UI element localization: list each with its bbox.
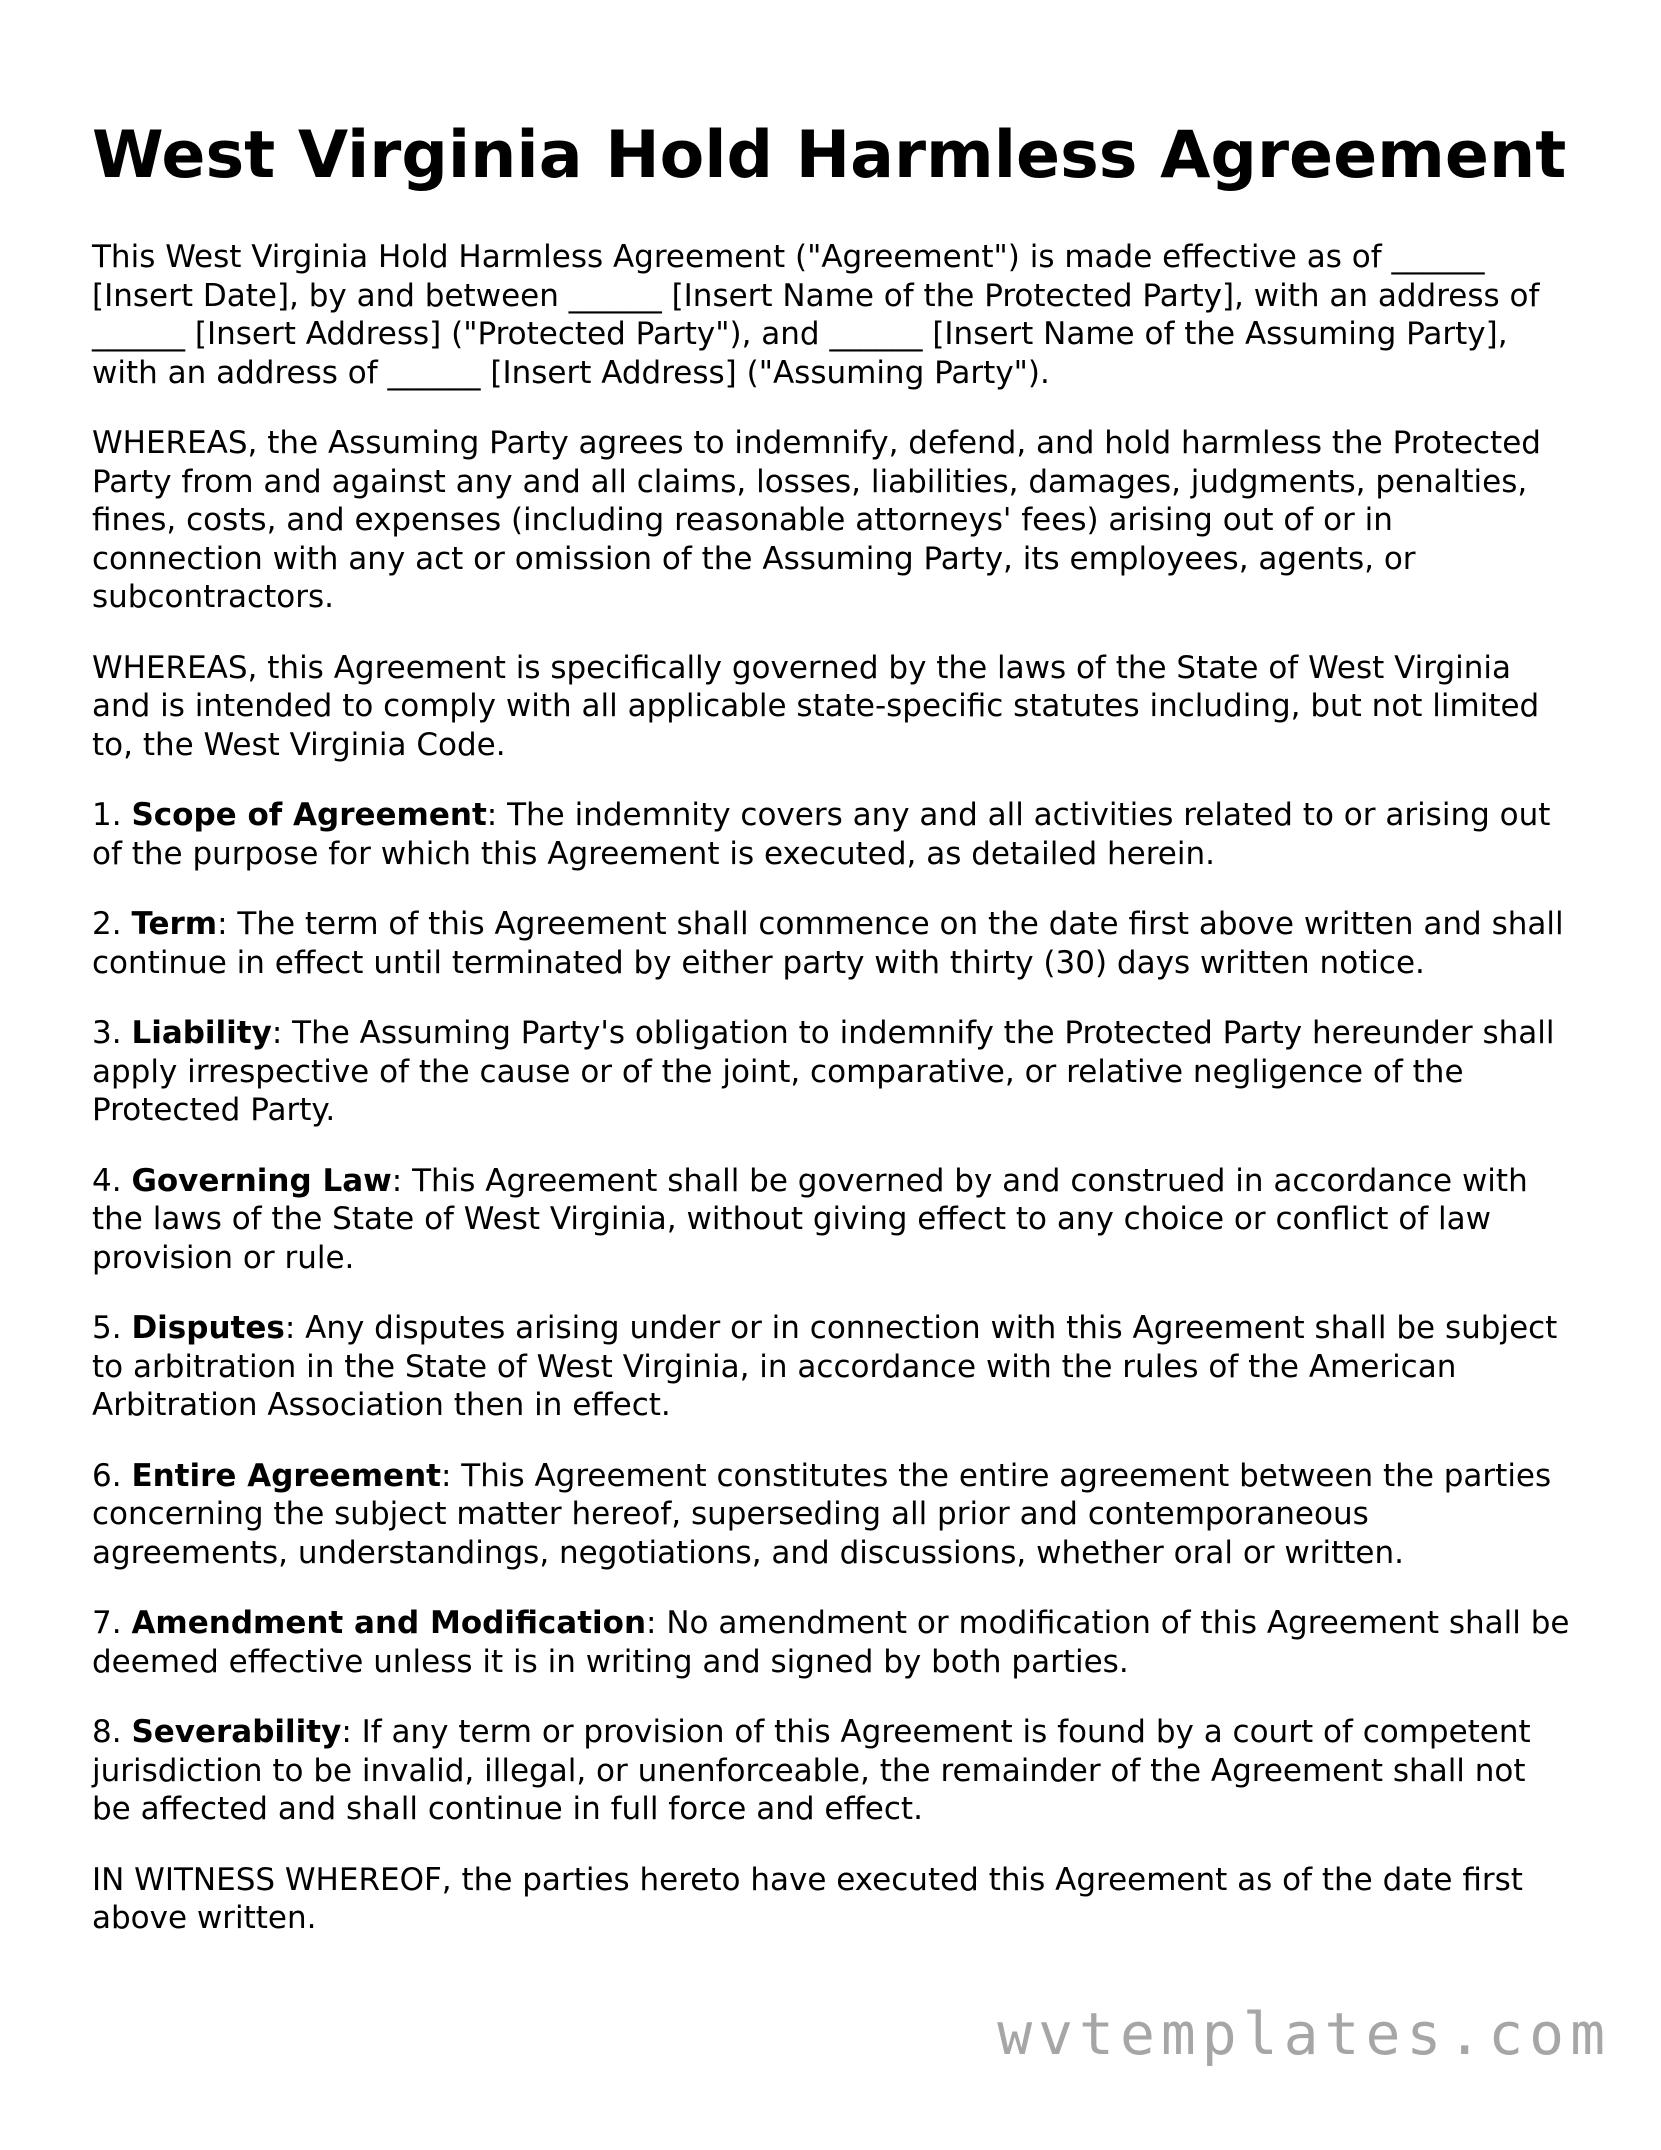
clause-text: : The indemnity covers any and all activities related to or arising out of the purpose for which this Agreement is executed, as detailed herein.	[92, 797, 1551, 872]
clause-text: : The term of this Agreement shall commence on the date first above written and shall continue in effect until terminated by either party with thirty (30) days written notice.	[92, 906, 1564, 981]
clause-heading: Term	[131, 906, 218, 942]
clause-number: 5.	[92, 1310, 122, 1346]
clause-number: 7.	[92, 1605, 122, 1641]
clause-text: : Any disputes arising under or in connection with this Agreement shall be subject to arbitration in the State of West Virginia, in accordance with the rules of the American Arbitration Association then in effect.	[92, 1310, 1558, 1423]
clause-number: 2.	[92, 906, 122, 942]
whereas-paragraph-2: WHEREAS, this Agreement is specifically governed by the laws of the State of West Virginia and is intended to comply with all applicable state-specific statutes including, but not limited to, the West Virginia Code.	[92, 649, 1540, 763]
witness-paragraph: IN WITNESS WHEREOF, the parties hereto have executed this Agreement as of the date first above written.	[92, 1861, 1523, 1936]
clause-heading: Governing Law	[131, 1162, 392, 1199]
clause-number: 4.	[92, 1162, 122, 1199]
clause-text: : The Assuming Party's obligation to indemnify the Protected Party hereunder shall apply irrespective of the cause or of the joint, comparative, or relative negligence of the Protected Party.	[92, 1015, 1555, 1128]
document-page	[92, 118, 1572, 1970]
clause-severability	[92, 1713, 1572, 1829]
clause-text: : This Agreement constitutes the entire agreement between the parties concerning the subject matter hereof, superseding all prior and contemporaneous agreements, understandings, negotiations, and discussions, whether oral or written.	[92, 1457, 1552, 1571]
clause-text: : No amendment or modification of this Agreement shall be deemed effective unless it is in writing and signed by both parties.	[92, 1605, 1570, 1680]
clause-scope-of-agreement	[92, 796, 1572, 873]
clause-heading: Disputes	[131, 1310, 285, 1346]
clause-entire-agreement	[92, 1457, 1572, 1573]
clause-term	[92, 905, 1572, 982]
clause-number: 3.	[92, 1015, 122, 1051]
clause-heading: Entire Agreement	[131, 1457, 441, 1494]
clause-heading: Amendment and Modification	[131, 1605, 647, 1641]
document-title: West Virginia Hold Harmless Agreement	[92, 118, 1567, 193]
clause-amendment-and-modification	[92, 1604, 1572, 1681]
clause-number: 6.	[92, 1457, 122, 1494]
clause-text: : If any term or provision of this Agreement is found by a court of competent jurisdiction to be invalid, illegal, or unenforceable, the remainder of the Agreement shall not be affected and shall continue in full force and effect.	[92, 1714, 1531, 1827]
clause-liability	[92, 1014, 1572, 1130]
intro-paragraph: This West Virginia Hold Harmless Agreement ("Agreement") is made effective as of ______ [Insert Date], by and between ______ [Insert Name of the Protected Party], with an address of ______ [Insert Address] ("Protected Party"), and ______ [Insert Name of the Assuming Party], with an address of ______ [Insert Address] ("Assuming Party").	[92, 239, 1540, 391]
clause-number: 8.	[92, 1714, 122, 1750]
watermark: wvtemplates.com	[997, 2000, 1611, 2068]
clause-heading: Severability	[131, 1714, 342, 1750]
clause-disputes	[92, 1309, 1572, 1425]
whereas-paragraph-1: WHEREAS, the Assuming Party agrees to indemnify, defend, and hold harmless the Protected Party from and against any and all claims, losses, liabilities, damages, judgments, penalties, fines, costs, and expenses (including reasonable attorneys' fees) arising out of or in connection with any act or omission of the Assuming Party, its employees, agents, or subcontractors.	[92, 425, 1541, 615]
clause-governing-law	[92, 1162, 1572, 1278]
clause-heading: Scope of Agreement	[131, 797, 487, 833]
clause-text: : This Agreement shall be governed by and construed in accordance with the laws of the State of West Virginia, without giving effect to any choice or conflict of law provision or rule.	[92, 1162, 1528, 1276]
clause-number: 1.	[92, 797, 122, 833]
clause-heading: Liability	[131, 1015, 272, 1051]
